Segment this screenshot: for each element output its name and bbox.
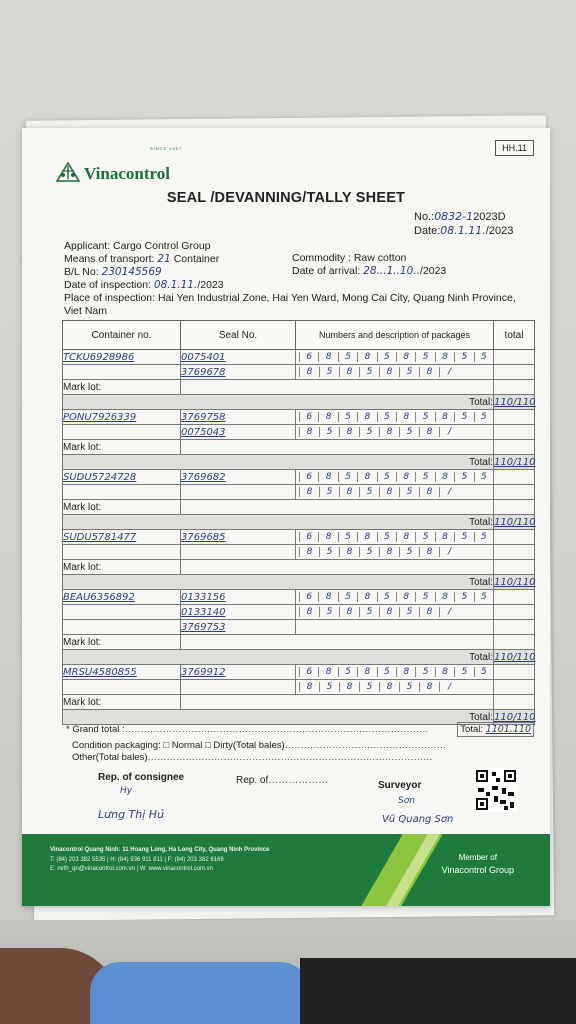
grand-total-label: * Grand total : <box>66 724 125 735</box>
container-number: SUDU5724728 <box>63 470 181 485</box>
mark-lot-label: Mark lot: <box>63 695 181 710</box>
package-count: 8 <box>435 472 454 482</box>
package-count: 5 <box>474 352 493 362</box>
seal-number <box>181 485 296 500</box>
package-count: 8 <box>357 412 376 422</box>
package-counts <box>296 350 494 365</box>
seal-number: 0075401 <box>181 350 296 365</box>
package-count: 5 <box>359 547 379 557</box>
package-count: 8 <box>379 487 399 497</box>
package-count: 6 <box>299 472 318 482</box>
table-row <box>63 620 535 635</box>
package-count: 5 <box>319 427 339 437</box>
package-count: 5 <box>359 367 379 377</box>
package-count: 8 <box>396 592 415 602</box>
package-count: / <box>439 547 459 557</box>
package-count: 5 <box>474 412 493 422</box>
condition-packaging: Condition packaging: □ Normal □ Dirty(Total bales)…………………………………………… <box>72 740 447 751</box>
seal-number: 0133140 <box>181 605 296 620</box>
package-count: 5 <box>338 532 357 542</box>
surveyor-name: Vũ Quang Sơn <box>382 814 454 825</box>
seal-number: 3769758 <box>181 410 296 425</box>
package-count: 8 <box>318 532 337 542</box>
package-count: 5 <box>415 352 434 362</box>
package-count: 8 <box>318 592 337 602</box>
table-row <box>63 365 535 380</box>
package-count: 5 <box>399 367 419 377</box>
container-total: 110/110 <box>494 576 536 588</box>
table-row <box>63 545 535 560</box>
mark-lot-row <box>63 440 535 455</box>
table-row <box>63 470 535 485</box>
package-count: 8 <box>396 472 415 482</box>
total-row <box>63 515 535 530</box>
package-counts <box>296 665 494 680</box>
package-count: 5 <box>338 412 357 422</box>
package-count: 5 <box>399 547 419 557</box>
package-count: 5 <box>454 352 473 362</box>
package-count: 5 <box>399 682 419 692</box>
footer-banner <box>22 834 550 906</box>
package-count: 5 <box>415 472 434 482</box>
mark-lot-label: Mark lot: <box>63 560 181 575</box>
mark-lot-label: Mark lot: <box>63 440 181 455</box>
package-count: 5 <box>319 547 339 557</box>
rep-of-consignee-label: Rep. of consignee <box>98 772 185 783</box>
package-count: / <box>439 682 459 692</box>
company-logo <box>56 162 170 182</box>
package-count: 8 <box>339 607 359 617</box>
package-counts <box>296 530 494 545</box>
company-since: SINCE 1957 <box>150 146 183 151</box>
person-shirt <box>90 962 310 1024</box>
package-count: 6 <box>299 412 318 422</box>
mark-lot-row <box>63 695 535 710</box>
package-count: 8 <box>299 607 319 617</box>
container-number: BEAU6356892 <box>63 590 181 605</box>
package-count: 5 <box>399 487 419 497</box>
package-count: 5 <box>415 667 434 677</box>
package-count: 8 <box>357 352 376 362</box>
package-count: 8 <box>339 547 359 557</box>
table-row <box>63 605 535 620</box>
package-counts <box>296 410 494 425</box>
package-count: 8 <box>435 667 454 677</box>
package-count: 8 <box>396 532 415 542</box>
seal-number: 3769753 <box>181 620 296 635</box>
page-title: SEAL /DEVANNING/TALLY SHEET <box>166 190 406 206</box>
package-count: 5 <box>359 487 379 497</box>
scales-icon <box>56 162 80 182</box>
package-count: 8 <box>379 427 399 437</box>
table-header-row <box>63 321 535 350</box>
package-counts <box>296 605 494 620</box>
header-total: total <box>494 321 535 350</box>
package-counts <box>296 485 494 500</box>
package-count: 8 <box>339 367 359 377</box>
bl-number: B/L No: 230145569 <box>64 266 162 278</box>
total-row <box>63 455 535 470</box>
package-count: / <box>439 367 459 377</box>
package-count: 5 <box>319 487 339 497</box>
seal-number: 3769678 <box>181 365 296 380</box>
surveyor-signature: Sơn <box>398 796 415 806</box>
package-count: 5 <box>319 682 339 692</box>
other-bales: Other(Total bales)……………………………………………………………………………… <box>72 752 433 763</box>
package-counts <box>296 425 494 440</box>
no-value: 0832-1 <box>434 210 474 223</box>
place-of-inspection: Place of inspection: Hai Yen Industrial Zone, Hai Yen Ward, Mong Cai City, Quang Ninh Province, Viet Nam <box>64 292 516 317</box>
package-count: 8 <box>419 547 439 557</box>
package-counts <box>296 470 494 485</box>
package-count: 8 <box>299 427 319 437</box>
table-row <box>63 410 535 425</box>
package-count: 5 <box>359 607 379 617</box>
seal-number <box>181 545 296 560</box>
package-count: 8 <box>318 472 337 482</box>
container-total: 110/110 <box>494 456 536 468</box>
seal-number <box>181 680 296 695</box>
package-count: 5 <box>415 412 434 422</box>
table-row <box>63 425 535 440</box>
package-count: 5 <box>474 667 493 677</box>
header-seal-no: Seal No. <box>181 321 296 350</box>
means-of-transport: Means of transport: 21 Container <box>64 253 220 265</box>
package-count: 6 <box>299 667 318 677</box>
package-counts <box>296 620 494 635</box>
seal-number: 3769685 <box>181 530 296 545</box>
package-count: 8 <box>299 367 319 377</box>
no-label: No.: <box>414 211 435 223</box>
package-counts <box>296 365 494 380</box>
table-row <box>63 530 535 545</box>
package-count: 8 <box>379 607 399 617</box>
package-count: 5 <box>377 592 396 602</box>
transport-value: 21 <box>157 253 171 265</box>
grand-total-value: 1101.110 <box>485 724 531 735</box>
package-count: 5 <box>319 607 339 617</box>
container-number: SUDU5781477 <box>63 530 181 545</box>
consignee-signature: Hy <box>120 786 133 796</box>
package-count: 8 <box>435 592 454 602</box>
table-row <box>63 350 535 365</box>
mark-lot-label: Mark lot: <box>63 635 181 650</box>
package-count: 5 <box>319 367 339 377</box>
package-count: 8 <box>396 412 415 422</box>
applicant: Applicant: Cargo Control Group <box>64 240 211 252</box>
package-count: 5 <box>454 532 473 542</box>
commodity: Commodity : Raw cotton <box>292 252 407 264</box>
seal-number: 3769912 <box>181 665 296 680</box>
package-count: 5 <box>359 682 379 692</box>
package-count: 8 <box>379 547 399 557</box>
header-packages: Numbers and description of packages <box>296 321 494 350</box>
sheet-date <box>414 224 513 237</box>
package-count: 8 <box>419 427 439 437</box>
table-row <box>63 665 535 680</box>
package-count: 5 <box>338 472 357 482</box>
package-count: 5 <box>415 592 434 602</box>
no-suffix: 2023D <box>473 211 506 223</box>
package-counts <box>296 590 494 605</box>
package-count: 8 <box>396 667 415 677</box>
container-total: 110/110 <box>494 396 536 408</box>
container-number: PONU7926339 <box>63 410 181 425</box>
package-count: 8 <box>299 682 319 692</box>
package-count: 5 <box>399 607 419 617</box>
container-total: 110/110 <box>494 651 536 663</box>
package-count: 5 <box>377 472 396 482</box>
package-count: 5 <box>474 472 493 482</box>
table-row <box>63 485 535 500</box>
package-count: 5 <box>377 352 396 362</box>
package-counts <box>296 680 494 695</box>
package-count: 8 <box>419 487 439 497</box>
date-of-inspection: Date of inspection: 08.1.11./2023 <box>64 279 224 291</box>
package-count: 6 <box>299 532 318 542</box>
mark-lot-row <box>63 380 535 395</box>
date-suffix: /2023 <box>485 225 514 237</box>
package-count: 8 <box>357 592 376 602</box>
total-label: Total: <box>63 710 494 725</box>
package-count: 5 <box>338 667 357 677</box>
package-count: 5 <box>338 592 357 602</box>
package-counts <box>296 545 494 560</box>
mark-lot-row <box>63 635 535 650</box>
mark-lot-row <box>63 560 535 575</box>
package-count: 6 <box>299 592 318 602</box>
grand-total-row: * Grand total :…………………………………………………………………………………… Total: 1101.110 <box>66 724 534 735</box>
package-count: 5 <box>399 427 419 437</box>
container-number: TCKU6928986 <box>63 350 181 365</box>
company-name: Vinacontrol <box>84 164 170 183</box>
package-count: 5 <box>474 532 493 542</box>
sheet-number <box>414 210 506 223</box>
total-label: Total: <box>63 650 494 665</box>
package-count: 8 <box>396 352 415 362</box>
package-count: 8 <box>357 667 376 677</box>
package-count: 5 <box>377 412 396 422</box>
package-count: 8 <box>435 532 454 542</box>
package-count: 5 <box>338 352 357 362</box>
package-count: 5 <box>454 667 473 677</box>
seal-number: 0075043 <box>181 425 296 440</box>
package-count: 8 <box>419 367 439 377</box>
package-count: 8 <box>318 667 337 677</box>
tally-body <box>63 350 535 725</box>
total-label: Total: <box>63 575 494 590</box>
member-of-group: Member of Vinacontrol Group <box>441 853 514 875</box>
date-of-arrival: Date of arrival: 28...1..10../2023 <box>292 265 447 277</box>
mark-lot-row <box>63 500 535 515</box>
bl-value: 230145569 <box>101 266 162 278</box>
total-row <box>63 575 535 590</box>
package-count: 8 <box>318 352 337 362</box>
package-count: 8 <box>419 682 439 692</box>
total-label: Total: <box>63 395 494 410</box>
package-count: 8 <box>357 472 376 482</box>
package-count: 5 <box>454 472 473 482</box>
package-count: 5 <box>454 412 473 422</box>
package-count: / <box>439 487 459 497</box>
header-container-no: Container no. <box>63 321 181 350</box>
inspection-date-value: 08.1.11. <box>153 279 198 291</box>
package-count: 6 <box>299 352 318 362</box>
package-count: 8 <box>379 682 399 692</box>
tally-table <box>62 320 535 725</box>
container-total: 110/110 <box>494 711 536 723</box>
package-count: 5 <box>454 592 473 602</box>
qr-code-icon <box>474 768 518 812</box>
total-label: Total: <box>63 515 494 530</box>
package-count: 8 <box>419 607 439 617</box>
package-count: 8 <box>435 412 454 422</box>
date-label: Date: <box>414 225 441 237</box>
package-count: 8 <box>357 532 376 542</box>
package-count: / <box>439 427 459 437</box>
mark-lot-label: Mark lot: <box>63 380 181 395</box>
package-count: 8 <box>299 547 319 557</box>
consignee-name: Lưng Thị Hủ <box>98 808 165 821</box>
date-value: 08.1.11. <box>440 224 486 237</box>
package-count: 8 <box>339 487 359 497</box>
tally-sheet <box>22 128 550 906</box>
form-code: HH.11 <box>495 140 534 156</box>
seal-number: 3769682 <box>181 470 296 485</box>
package-count: / <box>439 607 459 617</box>
package-count: 5 <box>474 592 493 602</box>
package-count: 8 <box>339 682 359 692</box>
total-row <box>63 650 535 665</box>
surveyor-label: Surveyor <box>378 780 422 791</box>
container-total: 110/110 <box>494 516 536 528</box>
table-row <box>63 590 535 605</box>
total-row <box>63 395 535 410</box>
package-count: 5 <box>377 532 396 542</box>
package-count: 5 <box>359 427 379 437</box>
package-count: 8 <box>339 427 359 437</box>
footer-address: Vinacontrol Quang Ninh: 11 Hoang Long, Ha Long City, Quang Ninh Province T: (84) 203 382 5535 | H: (84) 936 911 811 | F: (84) 203 382 6169 E: nvth_qn@vinacontrol.com.vn | W: www.vinacontrol.com.vn <box>50 847 270 872</box>
mark-lot-label: Mark lot: <box>63 500 181 515</box>
arrival-value: 28...1..10.. <box>363 265 420 277</box>
container-number: MRSU4580855 <box>63 665 181 680</box>
grand-total-box: Total: 1101.110 <box>457 722 534 737</box>
package-count: 8 <box>435 352 454 362</box>
rep-of-label: Rep. of……………… <box>236 775 329 786</box>
dark-object <box>300 958 576 1024</box>
package-count: 8 <box>318 412 337 422</box>
table-row <box>63 680 535 695</box>
package-count: 8 <box>379 367 399 377</box>
package-count: 5 <box>415 532 434 542</box>
seal-number: 0133156 <box>181 590 296 605</box>
total-label: Total: <box>63 455 494 470</box>
package-count: 8 <box>299 487 319 497</box>
package-count: 5 <box>377 667 396 677</box>
